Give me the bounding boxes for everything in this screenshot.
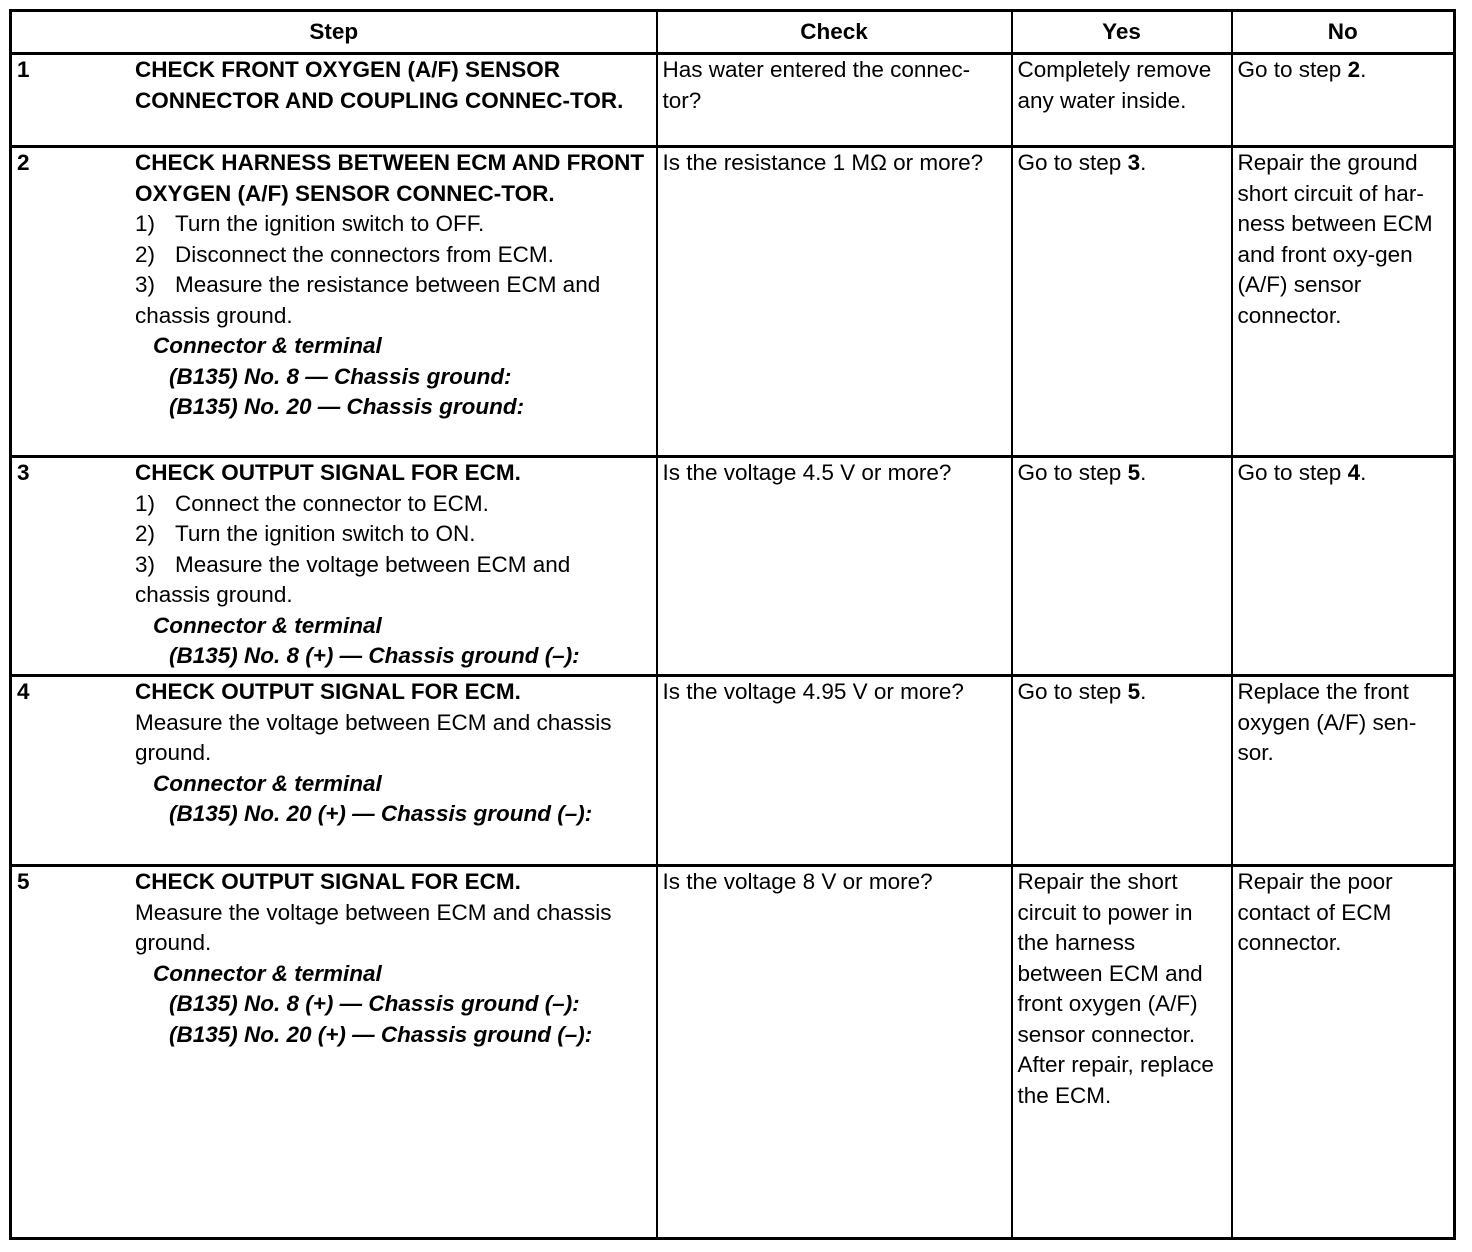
yes-cell xyxy=(1012,676,1232,866)
connector-heading: Connector & terminal xyxy=(153,770,382,796)
header-check: Check xyxy=(657,11,1012,54)
step-cell xyxy=(11,866,657,1239)
no-cell: Replace the front oxygen (A/F) sen-sor. xyxy=(1232,676,1455,866)
table-row xyxy=(11,866,1455,1239)
instruction-text: Measure the resistance between ECM and chassis ground. xyxy=(135,272,601,328)
instruction-number: 1) xyxy=(135,490,156,516)
connector-heading: Connector & terminal xyxy=(153,960,382,986)
step-body xyxy=(135,55,651,116)
step-cell xyxy=(11,147,657,457)
diagnostic-table xyxy=(9,9,1456,1240)
step-title: CHECK HARNESS BETWEEN ECM AND FRONT OXYGEN (A/F) SENSOR CONNEC-TOR. xyxy=(135,150,645,206)
connector-line: (B135) No. 8 — Chassis ground: xyxy=(169,363,512,389)
step-reference: 3 xyxy=(1127,150,1141,175)
instruction-number: 2) xyxy=(135,521,156,546)
table-row xyxy=(11,676,1455,866)
instruction-number: 3) xyxy=(135,272,156,297)
step-body xyxy=(135,867,651,1050)
connector-line: (B135) No. 20 (+) — Chassis ground (–): xyxy=(169,1021,593,1047)
instruction-item xyxy=(135,550,651,611)
step-link-suffix: . xyxy=(1140,150,1147,175)
check-cell: Is the voltage 8 V or more? xyxy=(657,866,1012,1239)
instruction-number: 2) xyxy=(135,241,156,267)
step-cell xyxy=(11,54,657,147)
step-reference: 5 xyxy=(1127,679,1141,704)
step-link-prefix: Go to step xyxy=(1237,57,1348,82)
no-cell: Repair the ground short circuit of har-ness between ECM and front oxy-gen (A/F) sensor connector. xyxy=(1232,147,1455,457)
yes-cell: Completely remove any water inside. xyxy=(1012,54,1232,147)
connector-line: (B135) No. 8 (+) — Chassis ground (–): xyxy=(169,643,580,668)
step-description: Measure the voltage between ECM and chassis ground. xyxy=(135,709,612,765)
instruction-number: 3) xyxy=(135,551,156,577)
instruction-text: Turn the ignition switch to OFF. xyxy=(175,211,485,236)
instruction-item xyxy=(135,489,651,520)
connector-line: (B135) No. 20 — Chassis ground: xyxy=(169,394,525,419)
check-cell: Is the resistance 1 MΩ or more? xyxy=(657,147,1012,457)
step-link-prefix: Go to step xyxy=(1237,460,1348,485)
table-row xyxy=(11,147,1455,457)
instruction-item xyxy=(135,240,651,271)
step-number: 4 xyxy=(17,679,30,704)
no-cell xyxy=(1232,54,1455,147)
no-cell xyxy=(1232,457,1455,676)
step-link-suffix: . xyxy=(1140,460,1147,485)
header-no: No xyxy=(1232,11,1455,54)
connector-heading: Connector & terminal xyxy=(153,612,382,638)
instruction-text: Connect the connector to ECM. xyxy=(175,490,489,516)
connector-line: (B135) No. 8 (+) — Chassis ground (–): xyxy=(169,991,580,1016)
step-description: Measure the voltage between ECM and chassis ground. xyxy=(135,899,612,955)
yes-cell xyxy=(1012,457,1232,676)
check-cell: Has water entered the connec-tor? xyxy=(657,54,1012,147)
instruction-item xyxy=(135,209,651,240)
yes-cell: Repair the short circuit to power in the harness between ECM and front oxygen (A/F) sensor connector. After repair, replace the ECM. xyxy=(1012,866,1232,1239)
step-link-prefix: Go to step xyxy=(1017,460,1128,485)
instruction-item xyxy=(135,519,651,550)
step-body xyxy=(135,458,651,672)
check-cell: Is the voltage 4.95 V or more? xyxy=(657,676,1012,866)
step-title: CHECK FRONT OXYGEN (A/F) SENSOR CONNECTOR AND COUPLING CONNEC-TOR. xyxy=(135,57,624,113)
header-row xyxy=(11,11,1455,54)
header-step: Step xyxy=(11,11,657,54)
step-body xyxy=(135,148,651,423)
yes-cell xyxy=(1012,147,1232,457)
step-link-prefix: Go to step xyxy=(1017,150,1128,175)
step-number: 3 xyxy=(17,460,30,485)
step-cell xyxy=(11,457,657,676)
no-cell: Repair the poor contact of ECM connector. xyxy=(1232,866,1455,1239)
step-number: 2 xyxy=(17,150,30,175)
table-row xyxy=(11,457,1455,676)
step-reference: 5 xyxy=(1127,460,1141,485)
instruction-text: Turn the ignition switch to ON. xyxy=(175,521,476,546)
connector-line: (B135) No. 20 (+) — Chassis ground (–): xyxy=(169,801,593,826)
instruction-number: 1) xyxy=(135,211,156,236)
connector-heading: Connector & terminal xyxy=(153,333,382,358)
step-link-prefix: Go to step xyxy=(1017,679,1128,704)
instruction-text: Measure the voltage between ECM and chassis ground. xyxy=(135,551,571,607)
step-link-suffix: . xyxy=(1360,57,1367,82)
instruction-item xyxy=(135,270,651,331)
step-title: CHECK OUTPUT SIGNAL FOR ECM. xyxy=(135,869,521,894)
instruction-text: Disconnect the connectors from ECM. xyxy=(175,241,554,267)
step-body xyxy=(135,677,651,830)
table-row xyxy=(11,54,1455,147)
step-reference: 4 xyxy=(1347,460,1361,485)
step-number: 5 xyxy=(17,869,30,894)
step-link-suffix: . xyxy=(1140,679,1147,704)
step-number: 1 xyxy=(17,57,30,82)
check-cell: Is the voltage 4.5 V or more? xyxy=(657,457,1012,676)
step-title: CHECK OUTPUT SIGNAL FOR ECM. xyxy=(135,679,521,704)
step-title: CHECK OUTPUT SIGNAL FOR ECM. xyxy=(135,460,521,485)
header-yes: Yes xyxy=(1012,11,1232,54)
step-link-suffix: . xyxy=(1360,460,1367,485)
step-reference: 2 xyxy=(1347,57,1361,82)
step-cell xyxy=(11,676,657,866)
